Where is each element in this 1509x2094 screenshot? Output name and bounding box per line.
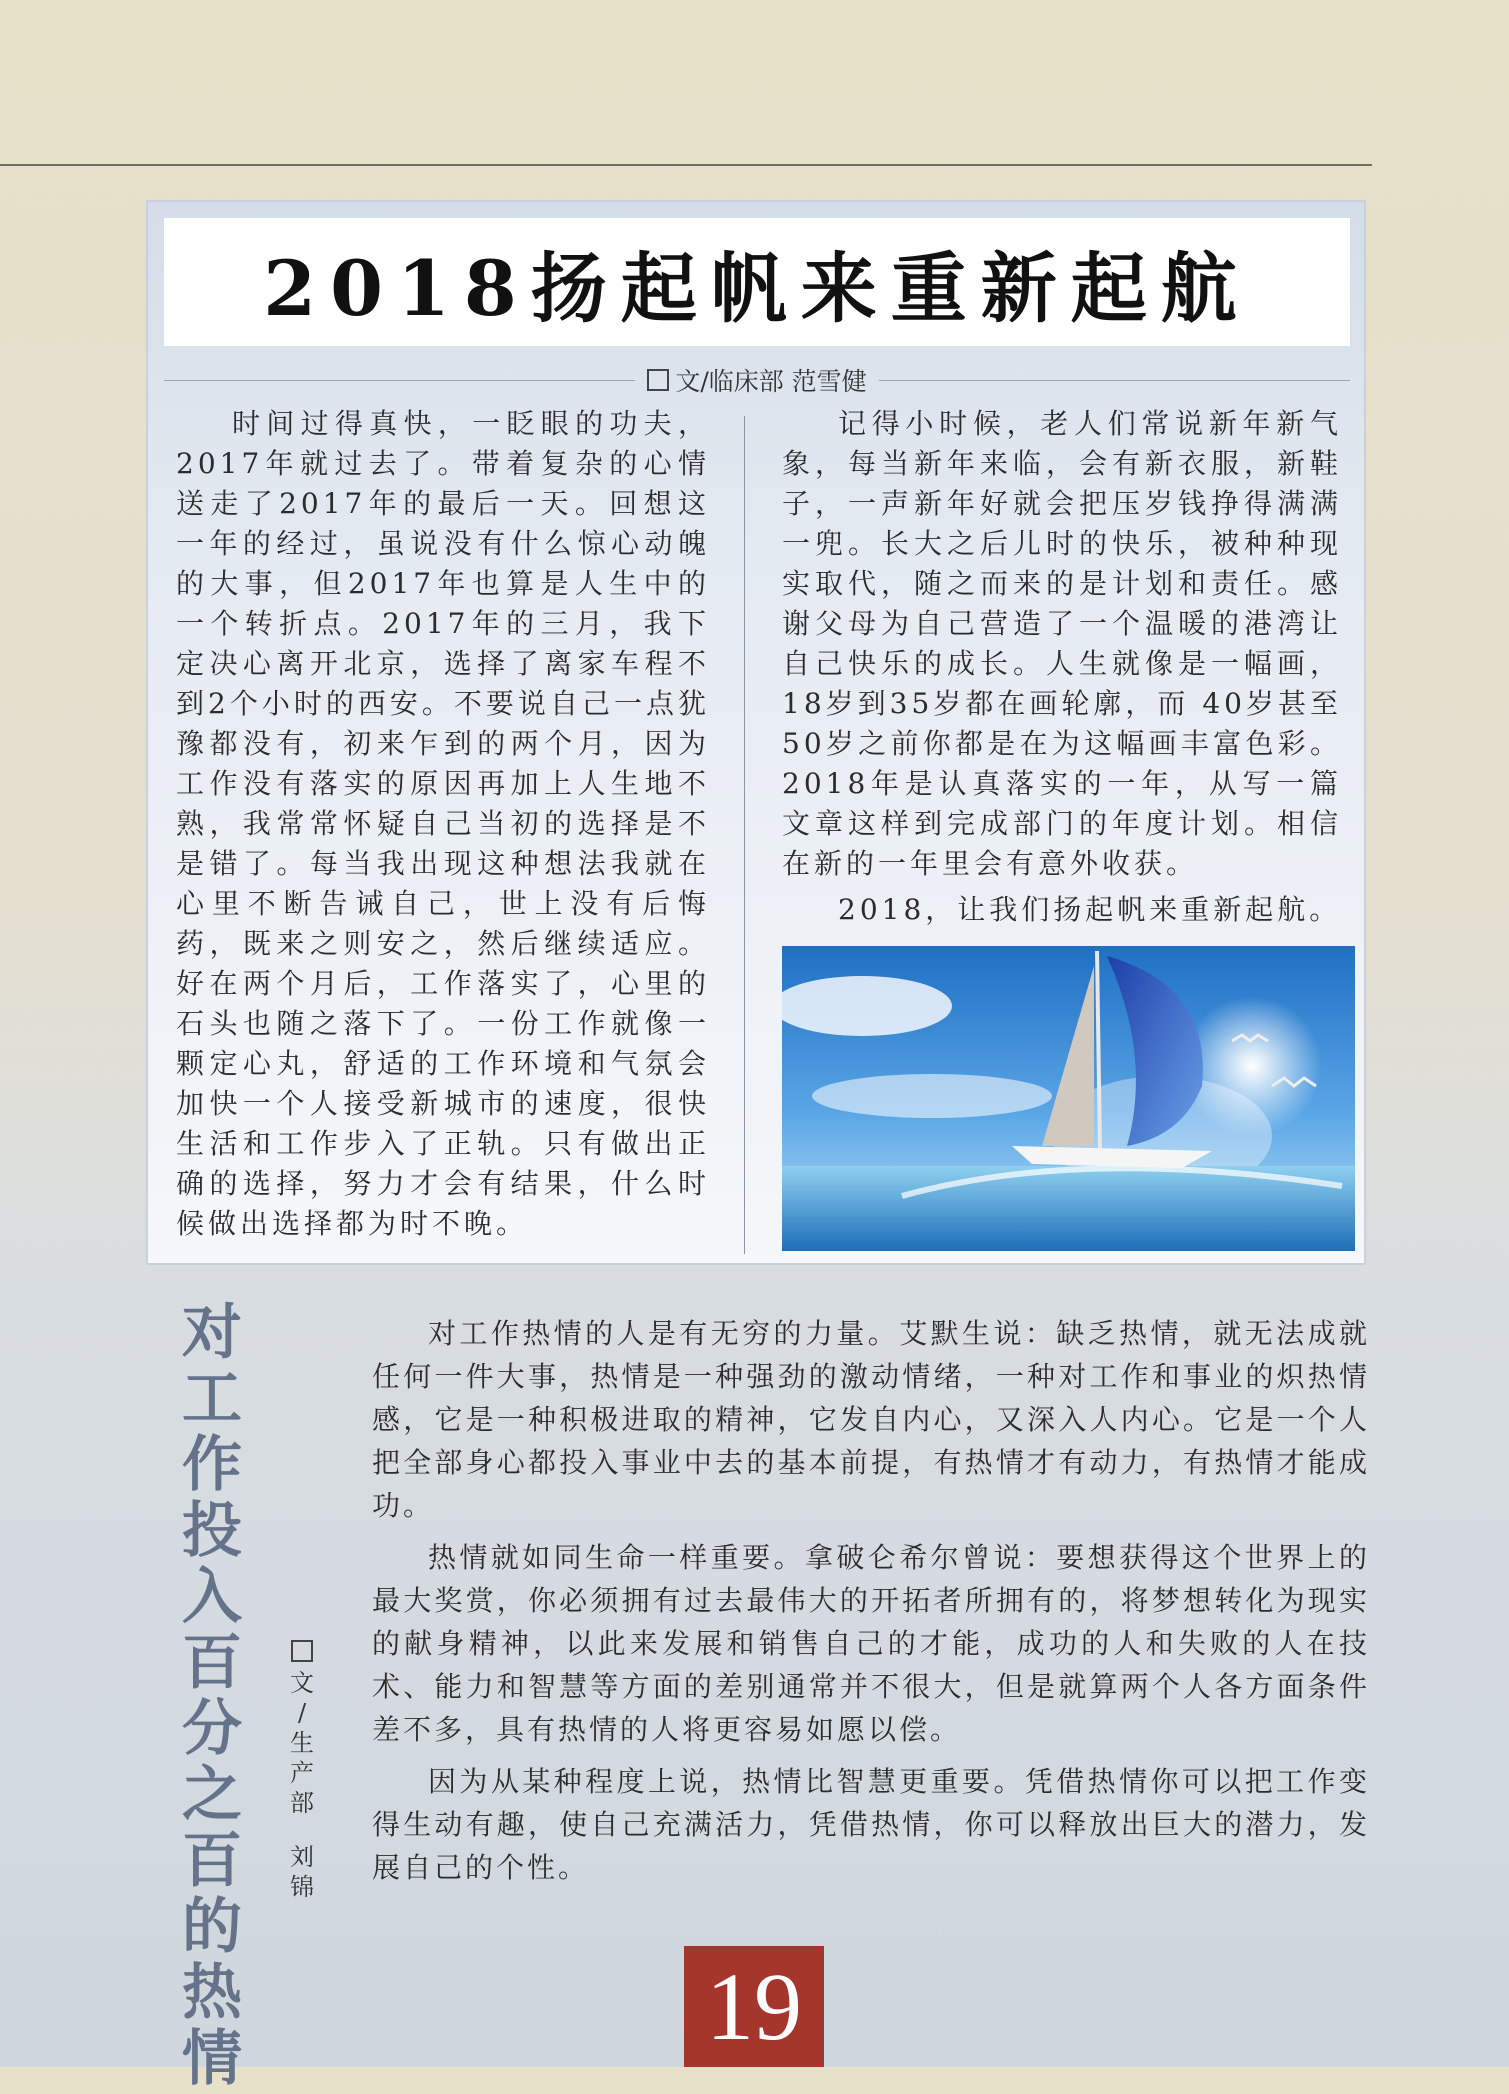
vertical-byline xyxy=(286,1640,318,1902)
byline-char: 文 xyxy=(290,1669,314,1697)
byline-char: / xyxy=(297,1699,307,1727)
title-char: 分 xyxy=(182,1694,242,1764)
byline-divider-right xyxy=(879,380,1350,381)
left-column xyxy=(176,404,710,1244)
title-char: 工 xyxy=(182,1364,242,1434)
byline-row xyxy=(164,360,1350,400)
right-column xyxy=(782,404,1342,930)
byline-divider-left xyxy=(164,380,635,381)
right-paragraph: 记得小时候，老人们常说新年新气象，每当新年来临，会有新衣服，新鞋子，一声新年好就会把压岁钱挣得满满一兜。长大之后儿时的快乐，被种种现实取代，随之而来的是计划和责任。感谢父母为自己营造了一个温暖的港湾让自己快乐的成长。人生就像是一幅画，18岁到35岁都在画轮廓，而 40岁甚至50岁之前你都是在为这幅画丰富色彩。2018年是认真落实的一年，从写一篇文章这样到完成部门的年度计划。相信在新的一年里会有意外收获。 xyxy=(782,407,1342,880)
square-bullet-icon xyxy=(647,369,669,391)
title-char: 对 xyxy=(182,1298,242,1368)
title-char: 入 xyxy=(182,1562,242,1632)
byline-char: 生 xyxy=(290,1729,314,1757)
article-passion-body xyxy=(372,1312,1370,1898)
byline-text: 文/临床部 范雪健 xyxy=(675,367,867,396)
author-char: 刘 xyxy=(290,1843,314,1871)
title-char: 百 xyxy=(182,1826,242,1896)
square-bullet-icon xyxy=(291,1640,313,1662)
sailboat-image xyxy=(782,946,1355,1251)
title-char: 投 xyxy=(182,1496,242,1566)
title-char: 情 xyxy=(182,2024,242,2094)
article-new-year xyxy=(146,200,1366,1265)
body-paragraph: 因为从某种程度上说，热情比智慧更重要。凭借热情你可以把工作变得生动有趣，使自己充满活力，凭借热情，你可以释放出巨大的潜力，发展自己的个性。 xyxy=(372,1765,1370,1884)
title-char: 的 xyxy=(182,1892,242,1962)
title-char: 之 xyxy=(182,1760,242,1830)
title-char: 热 xyxy=(182,1958,242,2028)
title-box xyxy=(164,218,1350,346)
body-paragraph: 热情就如同生命一样重要。拿破仑希尔曾说：要想获得这个世界上的最大奖赏，你必须拥有过去最伟大的开拓者所拥有的，将梦想转化为现实的献身精神，以此来发展和销售自己的才能，成功的人和失败的人在技术、能力和智慧等方面的差别通常并不很大，但是就算两个人各方面条件差不多，具有热情的人将更容易如愿以偿。 xyxy=(372,1541,1370,1746)
author-char: 锦 xyxy=(290,1873,314,1901)
title-char: 作 xyxy=(182,1430,242,1500)
page-number: 19 xyxy=(684,1946,824,2067)
body-paragraph: 对工作热情的人是有无穷的力量。艾默生说：缺乏热情，就无法成就任何一件大事，热情是一种强劲的激动情绪，一种对工作和事业的炽热情感，它是一种积极进取的精神，它发自内心，又深入人内心。它是一个人把全部身心都投入事业中去的基本前提，有热情才有动力，有热情才能成功。 xyxy=(372,1317,1370,1522)
left-paragraph: 时间过得真快，一眨眼的功夫，2017年就过去了。带着复杂的心情送走了2017年的最后一天。回想这一年的经过，虽说没有什么惊心动魄的大事，但2017年也算是人生中的一个转折点。2017年的三月，我下定决心离开北京，选择了离家车程不到2个小时的西安。不要说自己一点犹豫都没有，初来乍到的两个月，因为工作没有落实的原因再加上人生地不熟，我常常怀疑自己当初的选择是不是错了。每当我出现这种想法我就在心里不断告诫自己，世上没有后悔药，既来之则安之，然后继续适应。好在两个月后，工作落实了，心里的石头也随之落下了。一份工作就像一颗定心丸，舒适的工作环境和气氛会加快一个人接受新城市的速度，很快生活和工作步入了正轨。只有做出正确的选择，努力才会有结果，什么时候做出选择都为时不晚。 xyxy=(176,407,710,1240)
article-title: 2018扬起帆来重新起航 xyxy=(263,243,1251,333)
title-char: 百 xyxy=(182,1628,242,1698)
column-divider xyxy=(744,416,745,1254)
closing-line: 2018，让我们扬起帆来重新起航。 xyxy=(838,893,1342,926)
byline-char: 产 xyxy=(290,1759,314,1787)
top-rule xyxy=(0,164,1372,166)
byline-char: 部 xyxy=(290,1789,314,1817)
article-byline xyxy=(635,362,878,398)
vertical-title xyxy=(162,1300,262,2092)
